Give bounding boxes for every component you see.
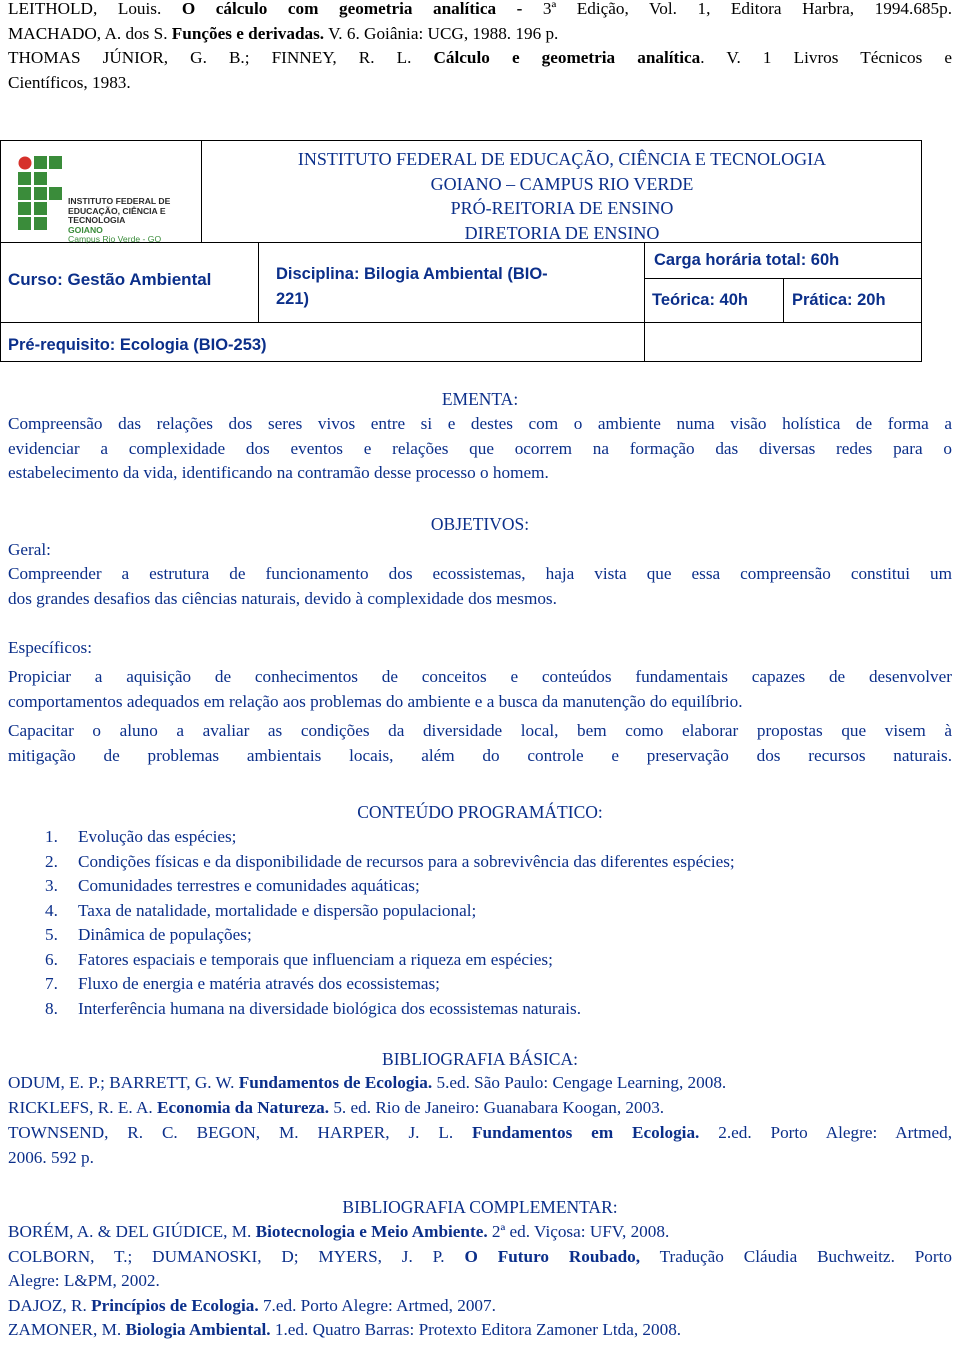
- list-item: 2. Condições físicas e da disponibilidade de recursos para a sobrevivência das diferentes espécies;: [45, 852, 735, 871]
- institution-line-2: GOIANO – CAMPUS RIO VERDE: [430, 173, 694, 194]
- objetivo-geral-line: Compreender a estrutura de funcionamento dos ecossistemas, haja vista que essa compreensão constitui um: [8, 564, 952, 583]
- objetivo-especifico-line: mitigação de problemas ambientais locais, além do controle e preservação dos recursos naturais.: [8, 746, 952, 765]
- bib-basica-ref: 2006. 592 p.: [8, 1148, 94, 1167]
- list-item: 1. Evolução das espécies;: [45, 827, 237, 846]
- objetivo-geral-label: Geral:: [8, 540, 51, 559]
- top-ref-4: Científicos, 1983.: [8, 73, 131, 92]
- divider: [0, 322, 922, 323]
- disciplina-line-1: Disciplina: Bilogia Ambiental (BIO-: [276, 265, 548, 283]
- prerequisito-label: Pré-requisito: Ecologia (BIO-253): [8, 336, 267, 354]
- objetivo-especifico-line: Propiciar a aquisição de conhecimentos de conceitos e conteúdos fundamentais capazes de desenvolver: [8, 667, 952, 686]
- disciplina-label: [276, 262, 548, 312]
- logo-line-2: EDUCAÇÃO, CIÊNCIA E TECNOLOGIA: [68, 205, 166, 226]
- bib-basica-title: BIBLIOGRAFIA BÁSICA:: [382, 1049, 578, 1069]
- bib-complementar-ref: COLBORN, T.; DUMANOSKI, D; MYERS, J. P. O Futuro Roubado, Tradução Cláudia Buchweitz. Porto: [8, 1247, 952, 1266]
- divider: [783, 278, 784, 323]
- list-item: 7. Fluxo de energia e matéria através dos ecossistemas;: [45, 974, 440, 993]
- conteudo-title: CONTEÚDO PROGRAMÁTICO:: [357, 802, 603, 822]
- objetivos-especificos-label: Específicos:: [8, 638, 92, 657]
- institution-heading: [202, 147, 922, 245]
- institution-line-4: DIRETORIA DE ENSINO: [464, 222, 660, 243]
- carga-pratica: Prática: 20h: [792, 291, 886, 309]
- logo-line-1: INSTITUTO FEDERAL DE: [68, 196, 171, 206]
- disciplina-line-2: 221): [276, 290, 310, 308]
- bib-complementar-ref: DAJOZ, R. Princípios de Ecologia. 7.ed. Porto Alegre: Artmed, 2007.: [8, 1296, 496, 1315]
- list-item: 3. Comunidades terrestres e comunidades aquáticas;: [45, 876, 420, 895]
- bib-complementar-ref: Alegre: L&PM, 2002.: [8, 1271, 160, 1290]
- objetivos-title: OBJETIVOS:: [430, 514, 530, 534]
- bib-basica-ref: ODUM, E. P.; BARRETT, G. W. Fundamentos de Ecologia. 5.ed. São Paulo: Cengage Learning, 2008.: [8, 1073, 727, 1092]
- ifgoiano-logo-mark: [18, 156, 64, 238]
- list-item: 6. Fatores espaciais e temporais que influenciam a riqueza em espécies;: [45, 950, 553, 969]
- top-ref-1: LEITHOLD, Louis. O cálculo com geometria analítica - 3ª Edição, Vol. 1, Editora Harbra, 1994.685p.: [8, 0, 952, 18]
- logo-line-3: GOIANO: [68, 224, 103, 235]
- top-ref-2: MACHADO, A. dos S. Funções e derivadas. V. 6. Goiânia: UCG, 1988. 196 p.: [8, 24, 559, 43]
- bib-complementar-ref: BORÉM, A. & DEL GIÚDICE, M. Biotecnologia e Meio Ambiente. 2ª ed. Viçosa: UFV, 2008.: [8, 1222, 670, 1241]
- objetivo-especifico-line: comportamentos adequados em relação aos problemas do ambiente e a busca da manutenção do equilíbrio.: [8, 692, 743, 711]
- objetivo-geral-line: dos grandes desafios das ciências naturais, devido à complexidade dos mesmos.: [8, 589, 557, 608]
- bib-basica-ref: TOWNSEND, R. C. BEGON, M. HARPER, J. L. Fundamentos em Ecologia. 2.ed. Porto Alegre: Artmed,: [8, 1123, 952, 1142]
- ementa-line: evidenciar a complexidade dos eventos e relações que ocorrem na formação das diversas redes para o: [8, 439, 952, 458]
- curso-label: Curso: Gestão Ambiental: [8, 270, 212, 289]
- divider: [644, 242, 645, 362]
- list-item: 8. Interferência humana na diversidade biológica dos ecossistemas naturais.: [45, 999, 582, 1018]
- carga-teorica: Teórica: 40h: [652, 291, 748, 309]
- list-item: 5. Dinâmica de populações;: [45, 925, 252, 944]
- logo-text: [68, 197, 188, 245]
- logo-line-4: Campus Rio Verde - GO: [68, 234, 162, 245]
- bib-basica-ref: RICKLEFS, R. E. A. Economia da Natureza. 5. ed. Rio de Janeiro: Guanabara Koogan, 2003.: [8, 1098, 665, 1117]
- top-ref-3: THOMAS JÚNIOR, G. B.; FINNEY, R. L. Cálculo e geometria analítica. V. 1 Livros Técnicos e: [8, 48, 952, 67]
- list-item: 4. Taxa de natalidade, mortalidade e dispersão populacional;: [45, 901, 477, 920]
- ementa-title: EMENTA:: [441, 389, 519, 409]
- divider: [258, 242, 259, 323]
- institution-line-3: PRÓ-REITORIA DE ENSINO: [450, 198, 674, 218]
- ementa-line: estabelecimento da vida, identificando na contramão desse processo o homem.: [8, 463, 549, 482]
- ifgoiano-logo: [18, 156, 188, 245]
- ementa-line: Compreensão das relações dos seres vivos entre si e destes com o ambiente numa visão holística de forma a: [8, 414, 952, 433]
- bib-complementar-ref: ZAMONER, M. Biologia Ambiental. 1.ed. Quatro Barras: Protexto Editora Zamoner Ltda, 2008.: [8, 1320, 682, 1339]
- carga-horaria-total: Carga horária total: 60h: [654, 251, 840, 269]
- institution-line-1: INSTITUTO FEDERAL DE EDUCAÇÃO, CIÊNCIA E TECNOLOGIA: [297, 149, 827, 169]
- bib-complementar-title: BIBLIOGRAFIA COMPLEMENTAR:: [342, 1197, 618, 1217]
- objetivo-especifico-line: Capacitar o aluno a avaliar as condições da diversidade local, bem como elaborar propostas que visem à: [8, 721, 952, 740]
